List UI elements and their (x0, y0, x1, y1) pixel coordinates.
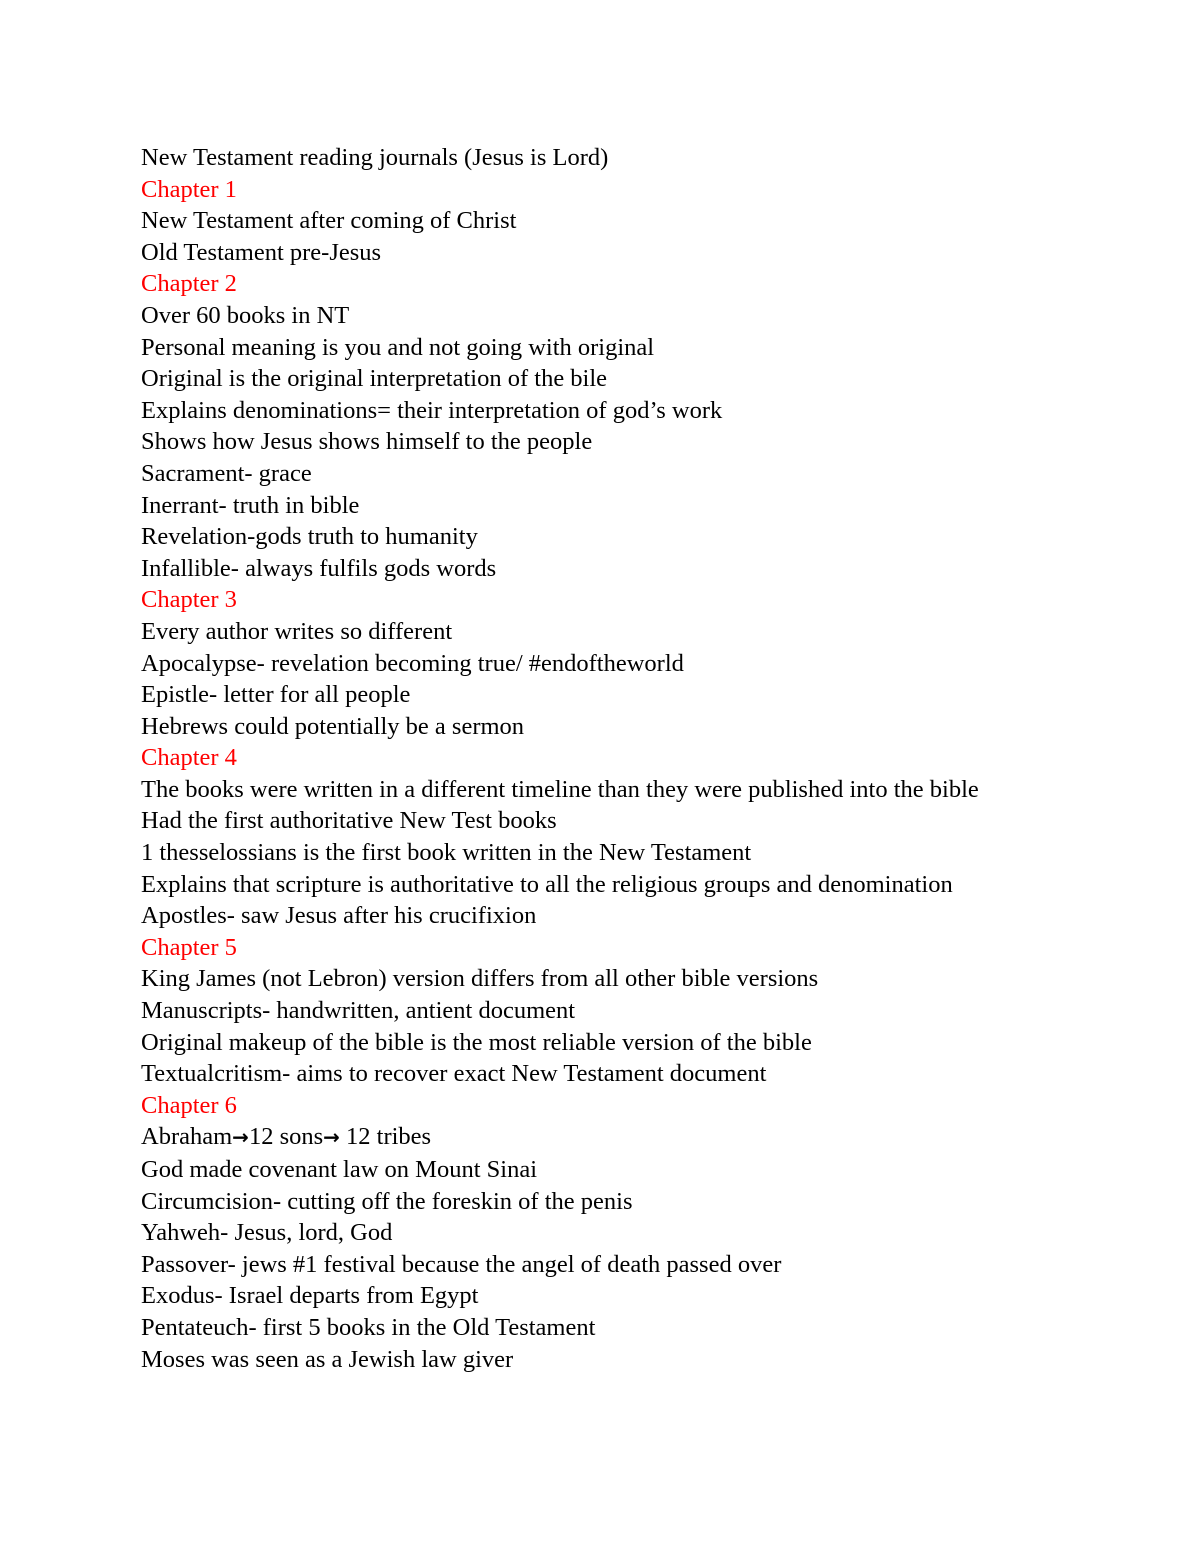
note-line: Hebrews could potentially be a sermon (141, 712, 525, 740)
note-line: Original is the original interpretation of the bile (141, 365, 608, 393)
sons-text: 12 sons (248, 1123, 324, 1151)
document-title: New Testament reading journals (Jesus is Lord) (141, 144, 609, 171)
chapter-heading: Chapter 4 (141, 744, 237, 772)
note-line: Inerrant- truth in bible (141, 491, 360, 519)
note-line: Textualcritism- aims to recover exact New Testament document (141, 1060, 767, 1088)
right-arrow-icon: → (323, 1125, 340, 1150)
note-line: Apocalypse- revelation becoming true/ #endoftheworld (141, 649, 684, 677)
note-line: Exodus- Israel departs from Egypt (141, 1282, 479, 1310)
note-line: Explains denominations= their interpretation of god’s work (141, 396, 723, 424)
note-line: Over 60 books in NT (141, 301, 350, 329)
note-line: Manuscripts- handwritten, antient document (141, 997, 576, 1025)
chapter-heading: Chapter 1 (141, 175, 237, 203)
note-line: Old Testament pre-Jesus (141, 238, 382, 266)
note-line: Personal meaning is you and not going with original (141, 333, 655, 361)
right-arrow-icon: → (232, 1125, 249, 1150)
note-line: Moses was seen as a Jewish law giver (141, 1345, 514, 1373)
note-line: Had the first authoritative New Test books (141, 807, 557, 835)
note-line: Infallible- always fulfils gods words (141, 554, 497, 582)
note-line: Apostles- saw Jesus after his crucifixion (141, 902, 537, 930)
note-line: Shows how Jesus shows himself to the people (141, 428, 593, 456)
note-line: Passover- jews #1 festival because the angel of death passed over (141, 1250, 782, 1278)
note-line: God made covenant law on Mount Sinai (141, 1156, 538, 1183)
note-line: Pentateuch- first 5 books in the Old Testament (141, 1313, 596, 1341)
note-line: Circumcision- cutting off the foreskin of the penis (141, 1187, 633, 1215)
note-line: Original makeup of the bible is the most reliable version of the bible (141, 1028, 812, 1056)
tribes-text: 12 tribes (339, 1123, 432, 1151)
chapter-heading: Chapter 2 (141, 270, 237, 298)
note-line: Yahweh- Jesus, lord, God (141, 1219, 393, 1247)
note-line: 1 thesselossians is the first book written in the New Testament (141, 839, 752, 867)
abraham-line (141, 1121, 1081, 1154)
chapter-heading: Chapter 3 (141, 586, 237, 614)
chapter-heading: Chapter 5 (141, 933, 237, 961)
note-line: Revelation-gods truth to humanity (141, 523, 478, 551)
note-line: The books were written in a different timeline than they were published into the bible (141, 775, 979, 803)
note-line: Explains that scripture is authoritative to all the religious groups and denomination (141, 870, 953, 898)
abraham-text: Abraham (141, 1123, 233, 1151)
chapter-heading: Chapter 6 (141, 1091, 237, 1119)
note-line: King James (not Lebron) version differs from all other bible versions (141, 965, 819, 993)
document-body (141, 142, 1081, 1375)
note-line: Epistle- letter for all people (141, 681, 411, 709)
note-line: Sacrament- grace (141, 459, 312, 487)
note-line: New Testament after coming of Christ (141, 207, 517, 235)
note-line: Every author writes so different (141, 617, 453, 645)
